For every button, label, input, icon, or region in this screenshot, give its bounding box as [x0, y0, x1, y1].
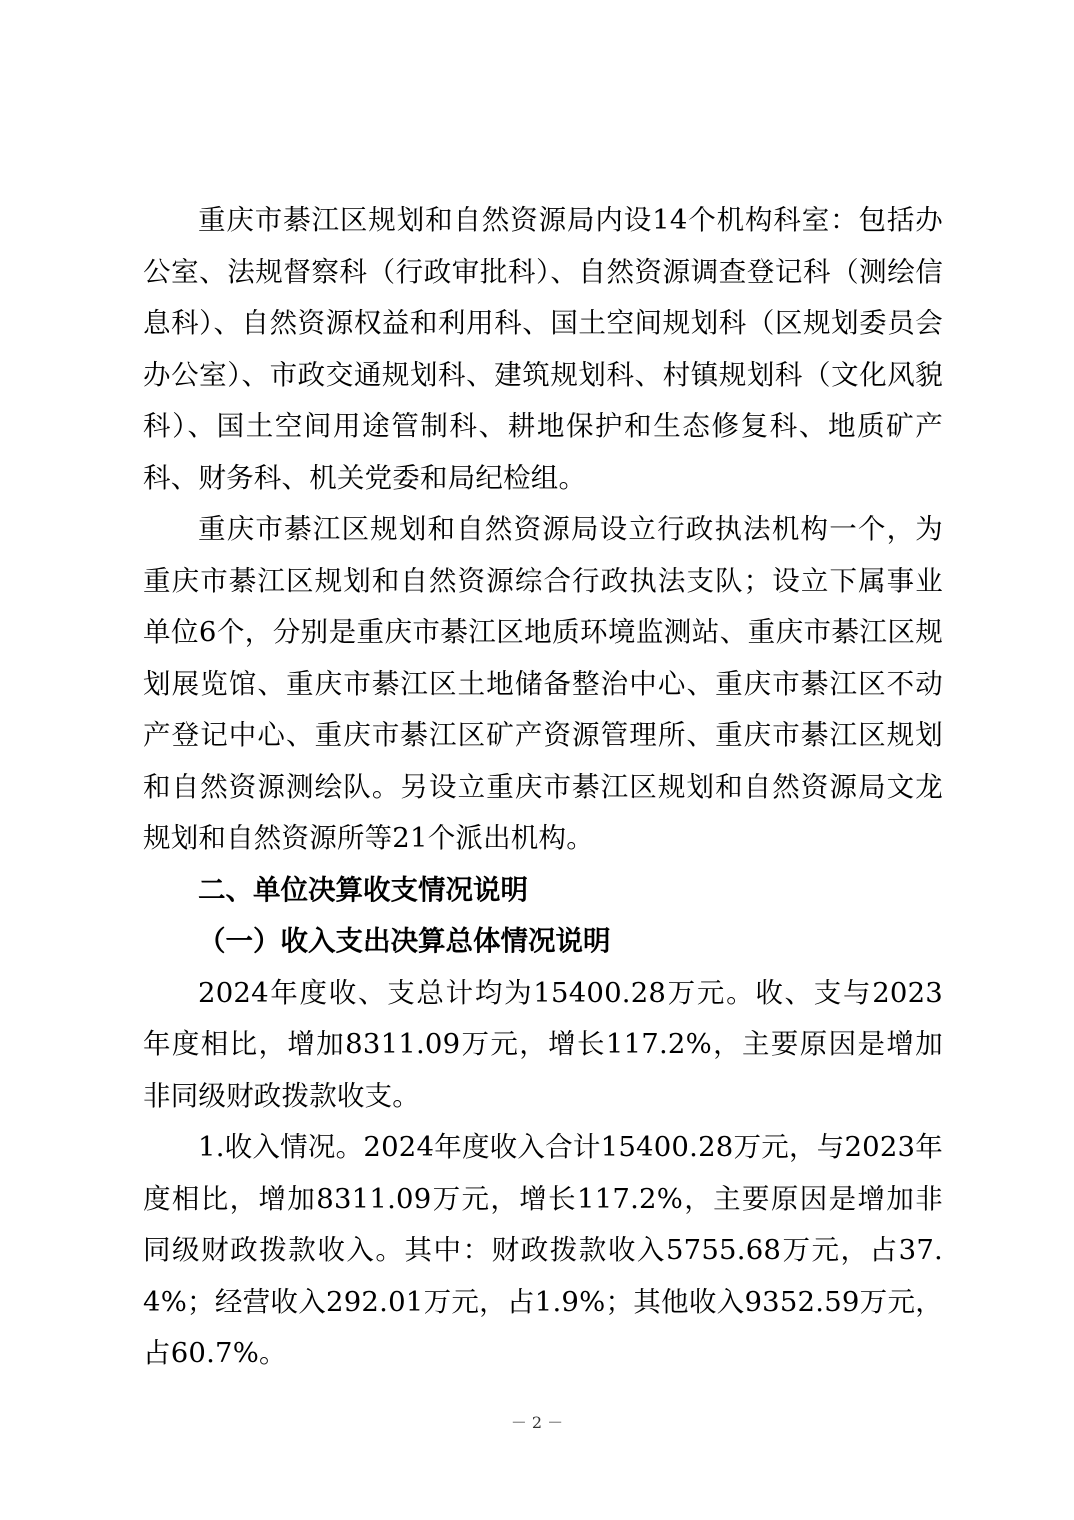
- section-heading: 二、单位决算收支情况说明: [198, 873, 528, 906]
- paragraph-total-summary: 2024年度收、支总计均为15400.28万元。收、支与2023年度相比，增加8311.09万元，增长117.2%，主要原因是增加非同级财政拨款收支。: [143, 976, 943, 1112]
- paragraph-internal-departments: 重庆市綦江区规划和自然资源局内设14个机构科室：包括办公室、法规督察科（行政审批科）、自然资源调查登记科（测绘信息科）、自然资源权益和利用科、国土空间规划科（区规划委员会办公室）、市政交通规划科、建筑规划科、村镇规划科（文化风貌科）、国土空间用途管制科、耕地保护和生态修复科、地质矿产科、财务科、机关党委和局纪检组。: [143, 204, 943, 494]
- page-number: － 2 －: [510, 1413, 564, 1432]
- paragraph-income-details: 1.收入情况。2024年度收入合计15400.28万元，与2023年度相比，增加8311.09万元，增长117.2%，主要原因是增加非同级财政拨款收入。其中：财政拨款收入5755.68万元，占37.4%；经营收入292.01万元，占1.9%；其他收入9352.59万元，占60.7%。: [143, 1131, 943, 1369]
- subsection-heading: （一）收入支出决算总体情况说明: [198, 925, 611, 957]
- paragraph-subordinate-units: 重庆市綦江区规划和自然资源局设立行政执法机构一个，为重庆市綦江区规划和自然资源综合行政执法支队；设立下属事业单位6个，分别是重庆市綦江区地质环境监测站、重庆市綦江区规划展览馆、重庆市綦江区土地储备整治中心、重庆市綦江区不动产登记中心、重庆市綦江区矿产资源管理所、重庆市綦江区规划和自然资源测绘队。另设立重庆市綦江区规划和自然资源局文龙规划和自然资源所等21个派出机构。: [143, 513, 943, 854]
- document-body: [143, 195, 943, 1380]
